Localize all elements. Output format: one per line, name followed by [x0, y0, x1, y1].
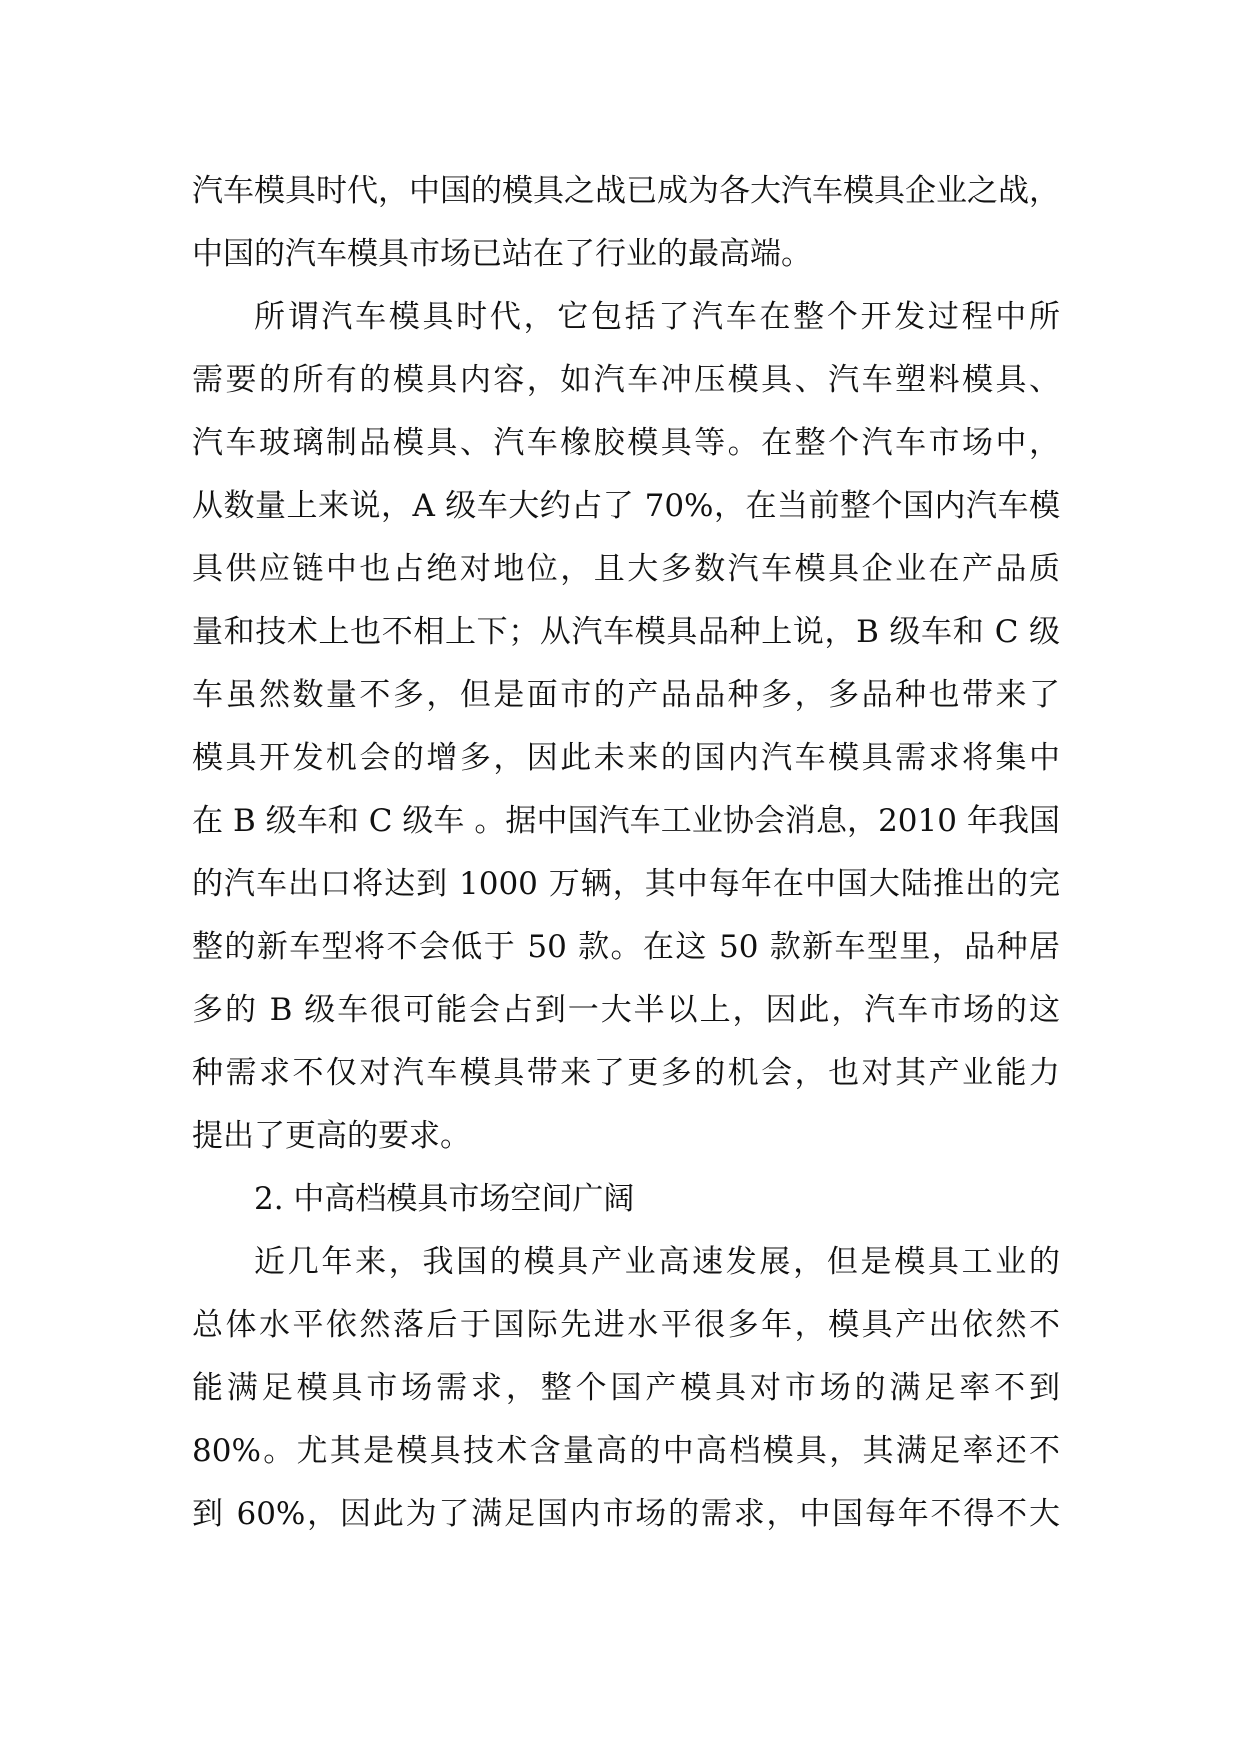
text-line: 从数量上来说，A 级车大约占了 70%，在当前整个国内汽车模 [192, 488, 1060, 524]
text-line: 种需求不仅对汽车模具带来了更多的机会，也对其产业能力 [192, 1055, 1060, 1091]
text-line: 汽车模具时代，中国的模具之战已成为各大汽车模具企业之战， [192, 173, 1060, 209]
section-heading: 2. 中高档模具市场空间广阔 [254, 1181, 635, 1217]
text-line: 的汽车出口将达到 1000 万辆，其中每年在中国大陆推出的完 [192, 866, 1060, 902]
text-line: 总体水平依然落后于国际先进水平很多年，模具产出依然不 [192, 1307, 1060, 1343]
text-line: 80%。尤其是模具技术含量高的中高档模具，其满足率还不 [192, 1433, 1060, 1469]
text-line: 能满足模具市场需求，整个国产模具对市场的满足率不到 [192, 1370, 1060, 1406]
text-line: 在 B 级车和 C 级车 。据中国汽车工业协会消息，2010 年我国 [192, 803, 1060, 839]
paragraph-first-line: 所谓汽车模具时代，它包括了汽车在整个开发过程中所 [254, 299, 1060, 335]
text-line: 提出了更高的要求。 [192, 1118, 471, 1154]
text-line: 多的 B 级车很可能会占到一大半以上，因此，汽车市场的这 [192, 992, 1060, 1028]
text-line: 具供应链中也占绝对地位，且大多数汽车模具企业在产品质 [192, 551, 1060, 587]
text-line: 整的新车型将不会低于 50 款。在这 50 款新车型里，品种居 [192, 929, 1060, 965]
text-line: 中国的汽车模具市场已站在了行业的最高端。 [192, 236, 812, 272]
text-line: 车虽然数量不多，但是面市的产品品种多，多品种也带来了 [192, 677, 1060, 713]
text-line: 模具开发机会的增多，因此未来的国内汽车模具需求将集中 [192, 740, 1060, 776]
body-text [192, 160, 1060, 1546]
text-line: 量和技术上也不相上下；从汽车模具品种上说，B 级车和 C 级 [192, 614, 1060, 650]
text-line: 汽车玻璃制品模具、汽车橡胶模具等。在整个汽车市场中， [192, 425, 1060, 461]
text-line: 需要的所有的模具内容，如汽车冲压模具、汽车塑料模具、 [192, 362, 1060, 398]
paragraph-first-line: 近几年来，我国的模具产业高速发展，但是模具工业的 [254, 1244, 1060, 1280]
text-line: 到 60%，因此为了满足国内市场的需求，中国每年不得不大 [192, 1496, 1060, 1532]
